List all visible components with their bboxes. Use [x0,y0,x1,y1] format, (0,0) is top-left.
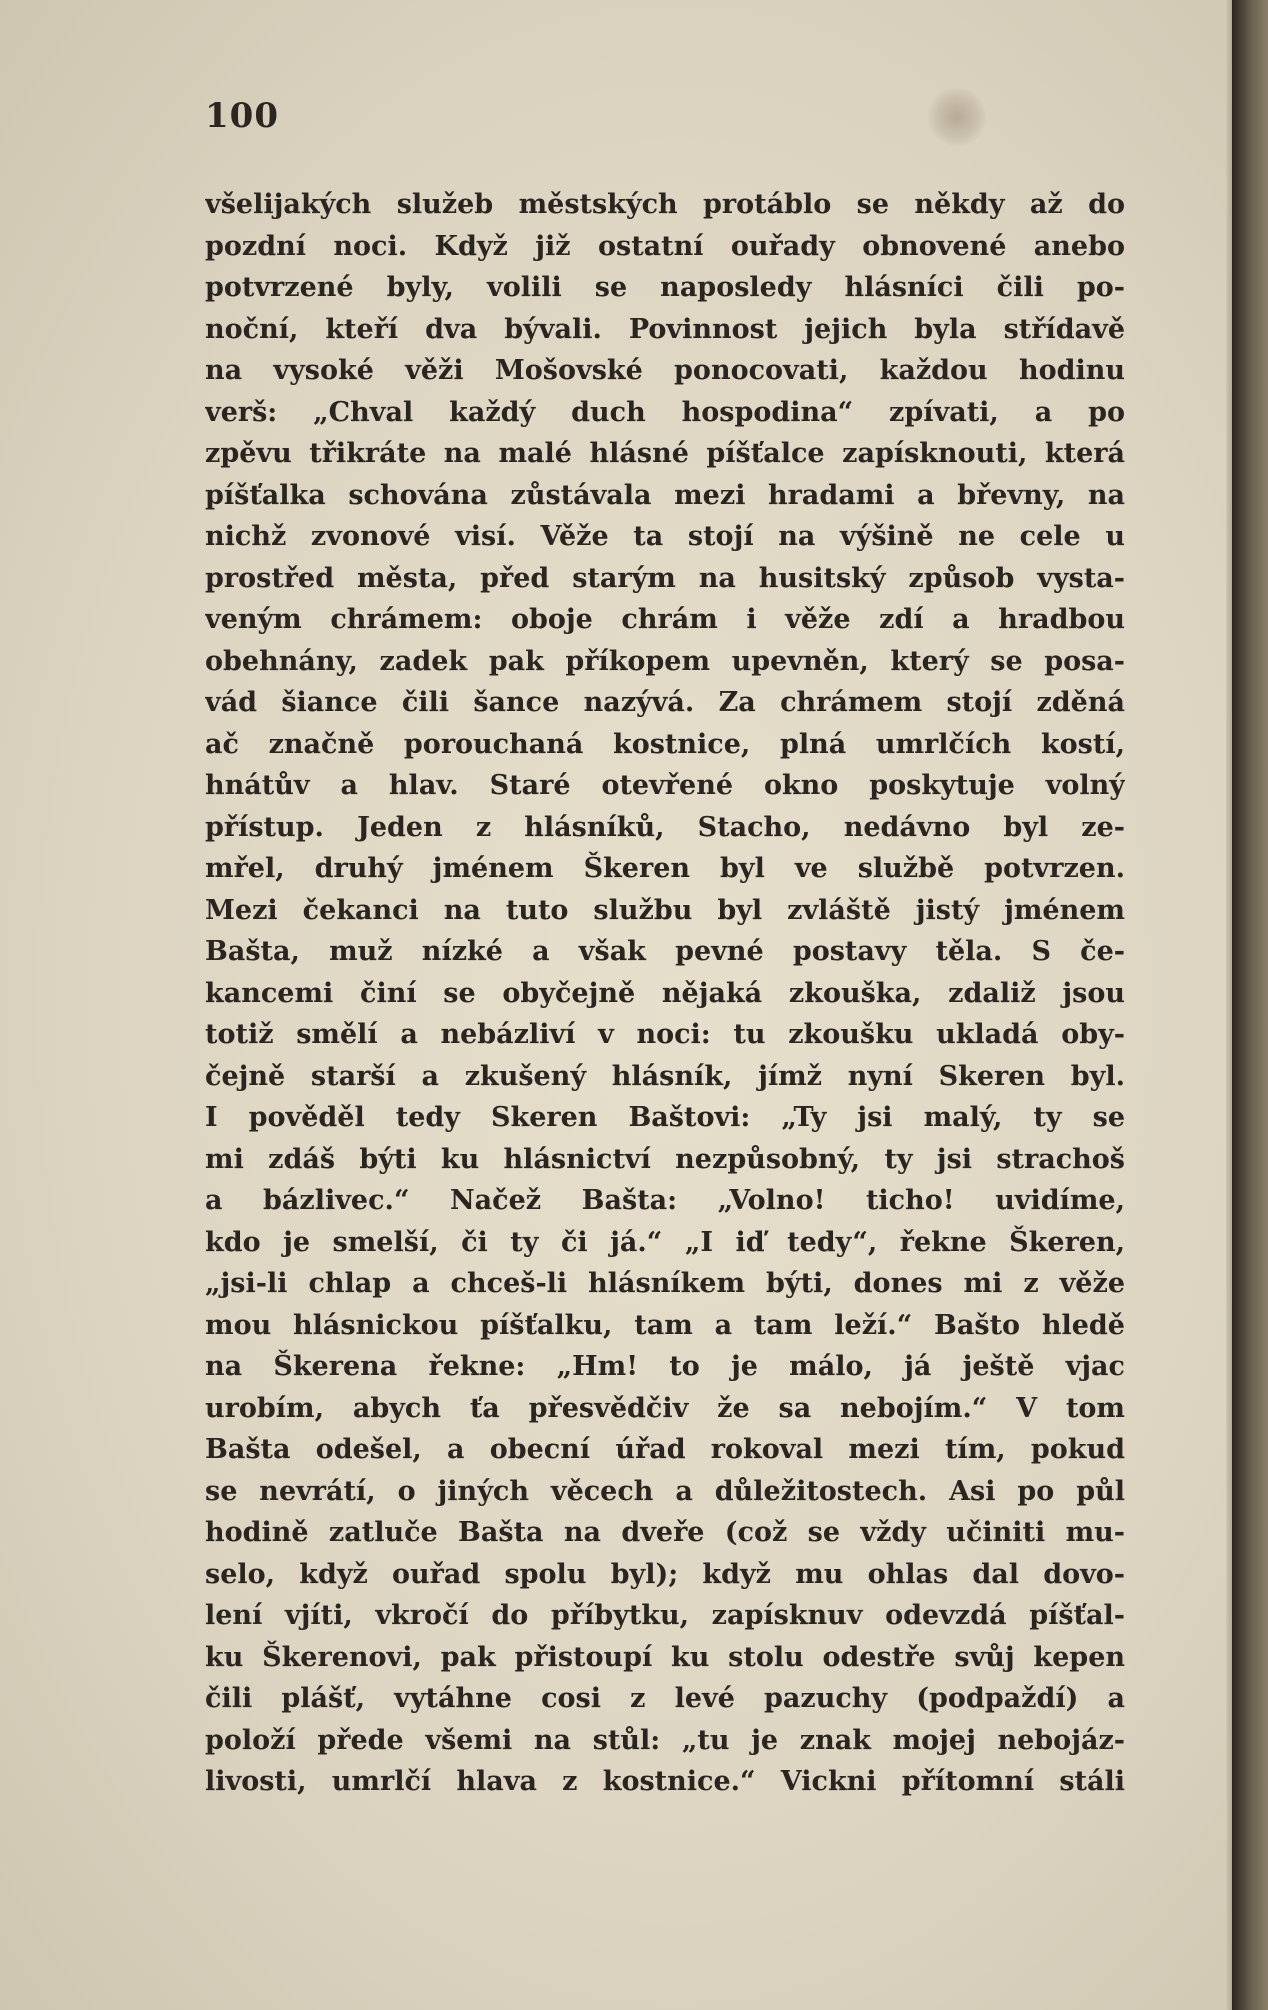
text-line: obehnány, zadek pak příkopem upevněn, který se posa- [205,645,1125,677]
text-line: urobím, abych ťa přesvědčiv že sa nebojím.“ V tom [205,1392,1125,1424]
text-line: prostřed města, před starým na husitský způsob vysta- [205,562,1125,594]
text-line: čili plášť, vytáhne cosi z levé pazuchy (podpaždí) a [205,1683,1125,1714]
page-number: 100 [205,96,279,136]
text-line: kancemi činí se obyčejně nějaká zkouška, zdaliž jsou [205,977,1125,1009]
text-line: Mezi čekanci na tuto službu byl zvláště jistý jménem [205,894,1125,926]
text-line: nichž zvonové visí. Věže ta stojí na výšině ne cele u [205,521,1125,552]
book-binding [1232,0,1268,2010]
text-line: na vysoké věži Mošovské ponocovati, každou hodinu [205,355,1125,386]
text-line: čejně starší a zkušený hlásník, jímž nyní Skeren byl. [205,1060,1125,1092]
body-text [205,184,1125,1803]
ink-stain [928,88,986,146]
text-line: vád šiance čili šance nazývá. Za chrámem stojí zděná [205,687,1125,718]
text-line: zpěvu třikráte na malé hlásné píšťalce zapísknouti, která [205,438,1125,469]
text-line: mou hlásnickou píšťalku, tam a tam leží.“ Bašto hledě [205,1309,1125,1341]
text-line: ač značně porouchaná kostnice, plná umrlčích kostí, [205,728,1125,760]
text-line: livosti, umrlčí hlava z kostnice.“ Vickni přítomní stáli [205,1766,1125,1797]
text-line: hodině zatluče Bašta na dveře (což se vždy učiniti mu- [205,1517,1125,1548]
text-line: potvrzené byly, volili se naposledy hlásníci čili po- [205,272,1125,303]
text-line: lení vjíti, vkročí do příbytku, zapísknuv odevzdá píšťal- [205,1600,1125,1631]
text-line: mřel, druhý jménem Škeren byl ve službě potvrzen. [205,853,1125,884]
text-line: veným chrámem: oboje chrám i věže zdí a hradbou [205,604,1125,635]
text-line: „jsi-li chlap a chceš-li hlásníkem býti, dones mi z věže [205,1268,1125,1299]
text-line: verš: „Chval každý duch hospodina“ zpívati, a po [205,396,1125,428]
text-line: pozdní noci. Když již ostatní ouřady obnovené anebo [205,230,1125,262]
text-line: ku Škerenovi, pak přistoupí ku stolu odestře svůj kepen [205,1641,1125,1673]
text-line: se nevrátí, o jiných věcech a důležitostech. Asi po půl [205,1475,1125,1507]
text-line: přístup. Jeden z hlásníků, Stacho, nedávno byl ze- [205,811,1125,843]
text-line: Bašta odešel, a obecní úřad rokoval mezi tím, pokud [205,1434,1125,1465]
text-line: položí přede všemi na stůl: „tu je znak mojej nebojáz- [205,1724,1125,1756]
text-line: a bázlivec.“ Načež Bašta: „Volno! ticho! uvidíme, [205,1185,1125,1216]
text-line: noční, kteří dva bývali. Povinnost jejich byla střídavě [205,313,1125,345]
text-line: hnátův a hlav. Staré otevřené okno poskytuje volný [205,770,1125,801]
text-line: totiž smělí a nebázliví v noci: tu zkoušku ukladá oby- [205,1019,1125,1050]
text-line: všelijakých služeb městských protáblo se někdy až do [205,189,1125,220]
text-line: kdo je smelší, či ty či já.“ „I iď tedy“, řekne Škeren, [205,1226,1125,1258]
text-line: I pověděl tedy Skeren Baštovi: „Ty jsi malý, ty se [205,1102,1125,1133]
text-line: na Škerena řekne: „Hm! to je málo, já ještě vjac [205,1351,1125,1382]
text-line: Bašta, muž nízké a však pevné postavy těla. S če- [205,936,1125,967]
text-line: selo, když ouřad spolu byl); když mu ohlas dal dovo- [205,1558,1125,1590]
text-line: mi zdáš býti ku hlásnictví nezpůsobný, ty jsi strachoš [205,1143,1125,1175]
text-line: píšťalka schována zůstávala mezi hradami a břevny, na [205,479,1125,511]
